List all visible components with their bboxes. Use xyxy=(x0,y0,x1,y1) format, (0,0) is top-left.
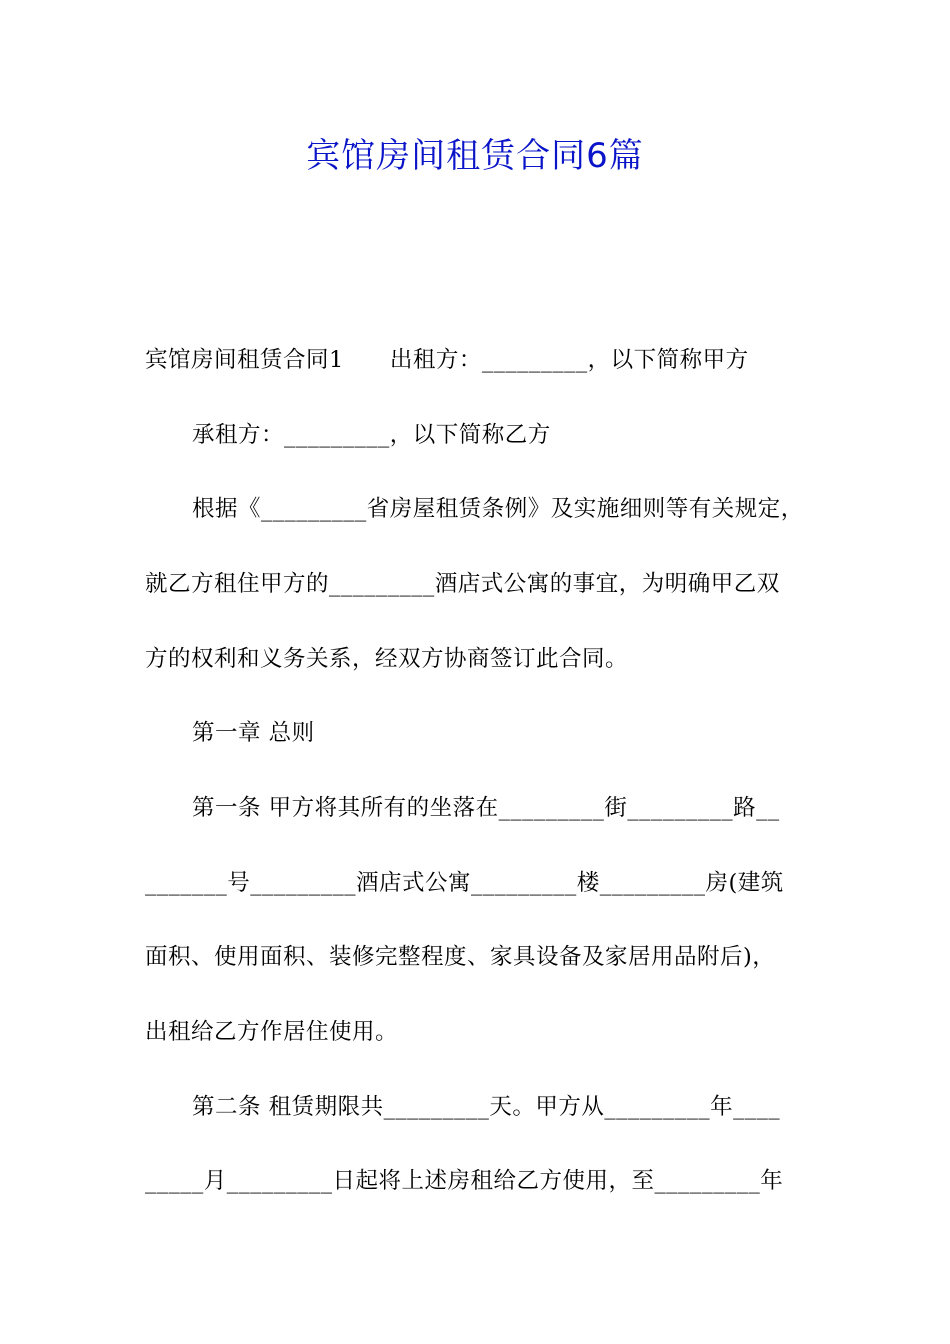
article-line: 第二条 租赁期限共_________天。甲方从_________年____ xyxy=(192,1094,781,1120)
lessee-line: 承租方：_________，以下简称乙方 xyxy=(192,422,551,448)
article-line: 第一条 甲方将其所有的坐落在_________街_________路__ xyxy=(192,795,780,821)
chapter-heading: 第一章 总则 xyxy=(192,720,315,746)
paragraph-line: 根据《_________省房屋租赁条例》及实施细则等有关规定， xyxy=(192,496,804,522)
paragraph-line: 方的权利和义务关系，经双方协商签订此合同。 xyxy=(145,646,629,672)
document-title: 宾馆房间租赁合同6篇 xyxy=(306,136,644,176)
paragraph-line: 就乙方租住甲方的_________酒店式公寓的事宜，为明确甲乙双 xyxy=(145,571,780,597)
article-line: _______号_________酒店式公寓_________楼_________房(建筑 xyxy=(145,870,784,896)
contract-heading-line: 宾馆房间租赁合同1 出租方：_________，以下简称甲方 xyxy=(145,347,749,373)
article-line: 面积、使用面积、装修完整程度、家具设备及家居用品附后)， xyxy=(145,944,776,970)
article-line: _____月_________日起将上述房租给乙方使用，至_________年 xyxy=(145,1168,784,1194)
article-line: 出租给乙方作居住使用。 xyxy=(145,1019,399,1045)
